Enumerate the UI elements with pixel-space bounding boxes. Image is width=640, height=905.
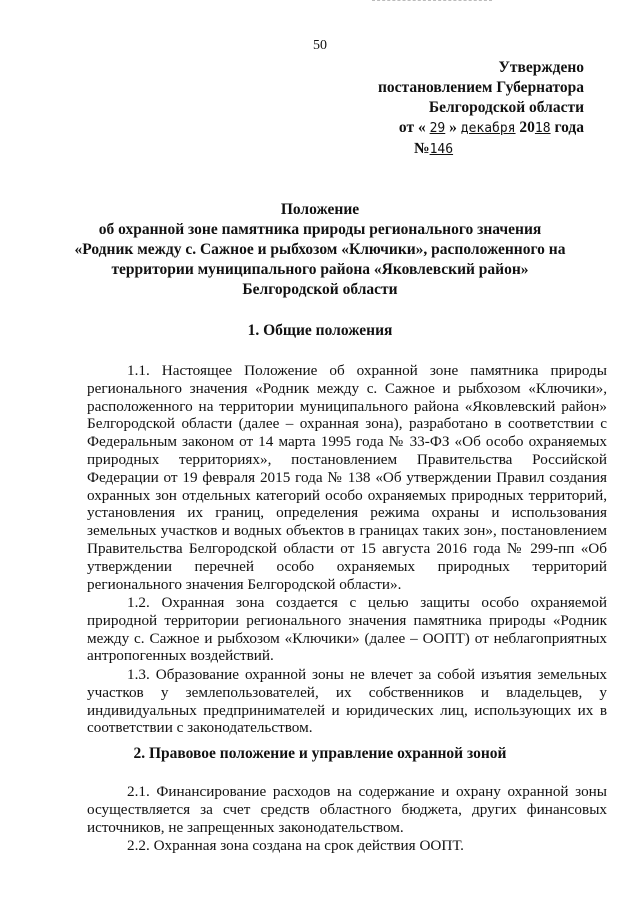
paragraph: 1.3. Образование охранной зоны не влечет за собой изъятия земельных участков у землепользователей, их собственников и владельцев, у индивидуальных предпринимателей и юридических лиц, использующих их в соответствии с законодательством. bbox=[87, 666, 607, 737]
title-line: «Родник между с. Сажное и рыбхозом «Ключики», расположенного на bbox=[74, 241, 566, 258]
approval-line: Утверждено bbox=[498, 59, 584, 76]
title-line: Положение bbox=[280, 201, 360, 218]
date-month: декабря bbox=[460, 121, 516, 136]
date-suffix: года bbox=[554, 119, 584, 136]
paragraph: 2.2. Охранная зона создана на срок действия ООПТ. bbox=[127, 837, 464, 854]
paragraph: 1.1. Настоящее Положение об охранной зоне памятника природы регионального значения «Родник между с. Сажное и рыбхозом «Ключики», расположенного на территории муниципального района «Яковлевский район» Белгородской области (далее – охранная зона), разработано в соответствии с Федеральным законом от 14 марта 1995 года № 33-ФЗ «Об особо охраняемых природных территориях», постановлением Правительства Российской Федерации от 19 февраля 2015 года № 138 «Об утверждении Правил создания охранных зон отдельных категорий особо охраняемых природных территорий, установления их границ, определения режима охраны и использования земельных участков и водных объектов в границах таких зон», постановлением Правительства Белгородской области от 15 августа 2016 года № 299-пп «Об утверждении перечней особо охраняемых природных территорий регионального значения Белгородской области». bbox=[87, 362, 607, 593]
title-line: территории муниципального района «Яковлевский район» bbox=[111, 261, 529, 278]
approval-number bbox=[314, 139, 584, 160]
title-line: Белгородской области bbox=[242, 281, 398, 298]
paragraph: 1.2. Охранная зона создается с целью защиты особо охраняемой природной территории регионального значения памятника природы «Родник между с. Сажное и рыбхозом «Ключики» (далее – ООПТ) от неблагоприятных антропогенных воздействий. bbox=[87, 594, 607, 665]
date-day: 29 bbox=[429, 121, 446, 136]
page-number: 50 bbox=[313, 38, 327, 53]
scan-mark bbox=[372, 0, 492, 3]
number-prefix: № bbox=[414, 140, 430, 157]
date-prefix: от « bbox=[398, 119, 426, 136]
approval-block bbox=[314, 58, 584, 160]
paragraph: 2.1. Финансирование расходов на содержание и охрану охранной зоны осуществляется за счет средств областного бюджета, других финансовых источников, не запрещенных законодательством. bbox=[87, 783, 607, 836]
title-line: об охранной зоне памятника природы регионального значения bbox=[98, 221, 542, 238]
date-year-suffix: 18 bbox=[534, 121, 551, 136]
date-mid: » bbox=[449, 119, 457, 136]
document-title bbox=[60, 200, 580, 300]
date-year-prefix: 20 bbox=[519, 119, 535, 136]
section-heading: 2. Правовое положение и управление охранной зоной bbox=[133, 745, 507, 762]
approval-line: Белгородской области bbox=[428, 99, 584, 116]
approval-date bbox=[314, 118, 584, 139]
decree-number: 146 bbox=[429, 142, 454, 157]
section-heading: 1. Общие положения bbox=[247, 322, 393, 339]
approval-line: постановлением Губернатора bbox=[378, 79, 584, 96]
